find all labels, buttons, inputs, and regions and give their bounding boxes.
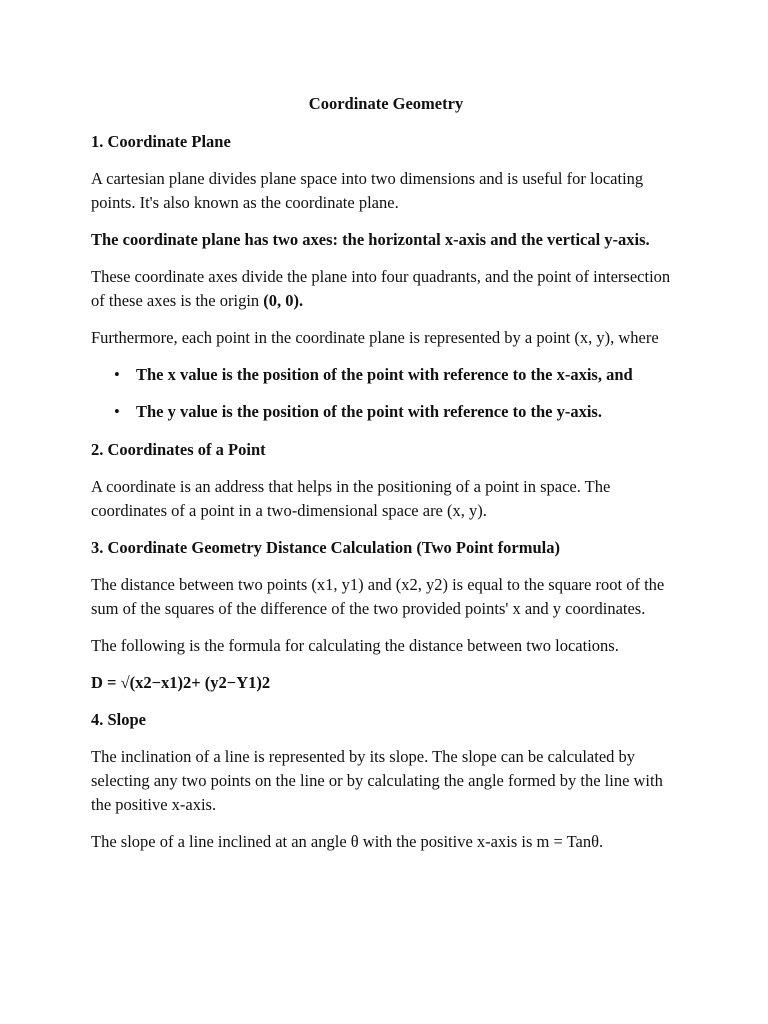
section-heading-coordinates-of-point: 2. Coordinates of a Point	[91, 440, 266, 459]
list-item-text: The x value is the position of the point with reference to the x-axis, and	[136, 365, 633, 384]
paragraph-point-representation: Furthermore, each point in the coordinate plane is represented by a point (x, y), where	[91, 328, 659, 347]
paragraph-quadrants	[91, 265, 681, 313]
list-item	[114, 363, 681, 387]
origin-value: (0, 0).	[263, 291, 304, 310]
page-title: Coordinate Geometry	[308, 94, 464, 113]
list-item-text: The y value is the position of the point with reference to the y-axis.	[136, 402, 602, 421]
bullet-list	[91, 363, 681, 424]
section-heading-coordinate-plane: 1. Coordinate Plane	[91, 132, 231, 151]
quadrants-text: These coordinate axes divide the plane into four quadrants, and the point of intersection of these axes is the origin	[91, 267, 671, 310]
bullet-icon: •	[114, 365, 120, 384]
bullet-icon: •	[114, 402, 120, 421]
distance-formula: D = √(x2−x1)2+ (y2−Y1)2	[91, 673, 271, 692]
paragraph-cartesian-plane: A cartesian plane divides plane space into two dimensions and is useful for locating points. It's also known as the coordinate plane.	[91, 169, 644, 212]
document-page	[91, 92, 681, 867]
section-heading-distance-calculation: 3. Coordinate Geometry Distance Calculation (Two Point formula)	[91, 538, 560, 557]
paragraph-two-axes: The coordinate plane has two axes: the horizontal x-axis and the vertical y-axis.	[91, 230, 650, 249]
section-heading-slope: 4. Slope	[91, 710, 147, 729]
paragraph-coordinate-address: A coordinate is an address that helps in the positioning of a point in space. The coordinates of a point in a two-dimensional space are (x, y).	[91, 477, 611, 520]
paragraph-distance-definition: The distance between two points (x1, y1) and (x2, y2) is equal to the square root of the sum of the squares of the difference of the two provided points' x and y coordinates.	[91, 575, 665, 618]
paragraph-formula-intro: The following is the formula for calculating the distance between two locations.	[91, 636, 619, 655]
paragraph-slope-definition: The inclination of a line is represented by its slope. The slope can be calculated by selecting any two points on the line or by calculating the angle formed by the line with the positive x-axis.	[91, 747, 663, 814]
list-item	[114, 400, 681, 424]
paragraph-slope-formula: The slope of a line inclined at an angle θ with the positive x-axis is m = Tanθ.	[91, 832, 604, 851]
